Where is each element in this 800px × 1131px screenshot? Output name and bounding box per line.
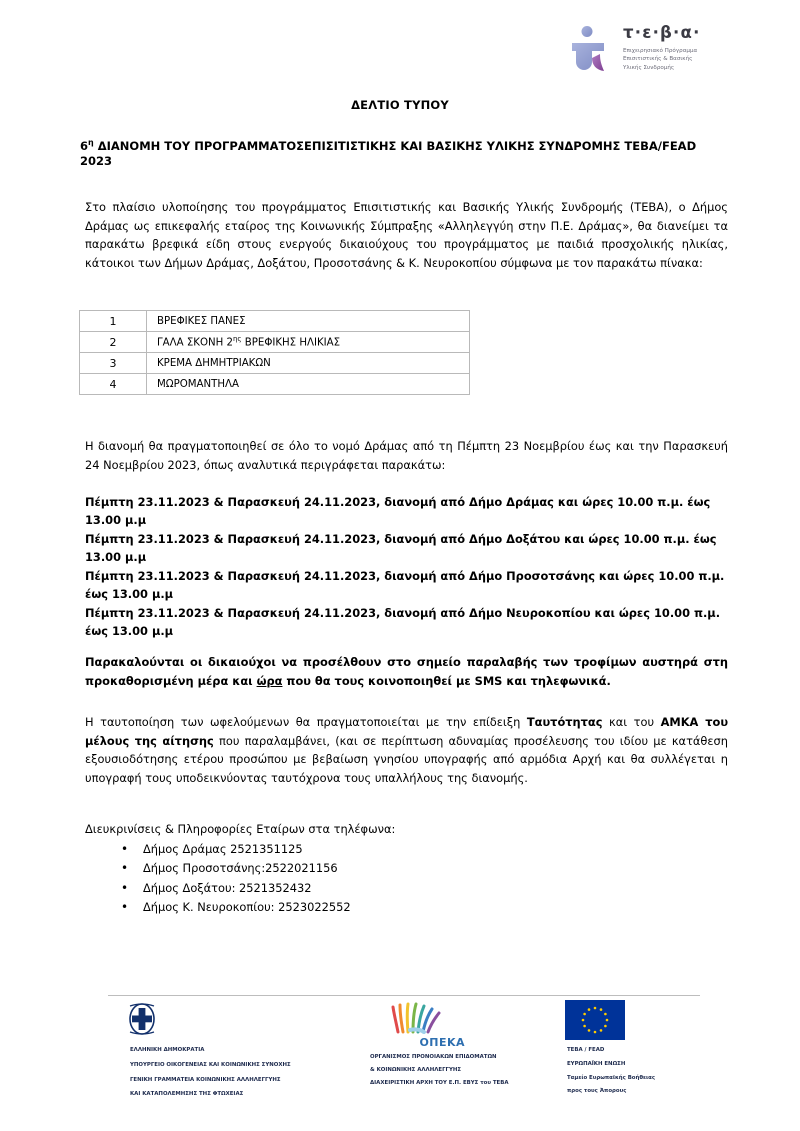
identification-bold-amka: ΑΜΚΑ του μέλους της αίτησης xyxy=(85,715,729,748)
subtitle-ordinal-suffix: η xyxy=(88,138,94,147)
greek-republic-line-2: ΥΠΟΥΡΓΕΙΟ ΟΙΚΟΓΕΝΕΙΑΣ ΚΑΙ ΚΟΙΝΩΝΙΚΗΣ ΣΥΝΟΧΗΣ xyxy=(130,1061,291,1068)
schedule-line-doxato: Πέμπτη 23.11.2023 & Παρασκευή 24.11.2023, διανομή από Δήμο Δοξάτου και ώρες 10.00 π.μ. έως 13.00 μ.μ xyxy=(85,531,717,565)
identification-section xyxy=(85,713,728,787)
request-notice-paragraph xyxy=(85,653,728,691)
greek-republic-emblem-icon xyxy=(125,1000,159,1040)
footer-opeka-block xyxy=(370,1000,509,1087)
items-table-body xyxy=(80,311,470,395)
schedule-section xyxy=(85,493,733,641)
intro-section xyxy=(85,198,728,272)
row-number: 1 xyxy=(80,311,147,332)
greek-republic-line-3: ΓΕΝΙΚΗ ΓΡΑΜΜΑΤΕΙΑ ΚΟΙΝΩΝΙΚΗΣ ΑΛΛΗΛΕΓΓΥΗΣ xyxy=(130,1076,281,1083)
list-item: • Δήμος Κ. Νευροκοπίου: 2523022552 xyxy=(121,898,585,917)
table-row xyxy=(80,353,470,374)
list-item: • Δήμος Δοξάτου: 2521352432 xyxy=(121,879,585,898)
row-label xyxy=(147,374,470,395)
eu-line-3: Ταμείο Ευρωπαϊκής Βοήθειας xyxy=(567,1074,656,1081)
row-number: 3 xyxy=(80,353,147,374)
request-notice-part2: που θα τους κοινοποιηθεί με SMS και τηλεφωνικά. xyxy=(282,673,611,688)
schedule-line-prosotsani: Πέμπτη 23.11.2023 & Παρασκευή 24.11.2023, διανομή από Δήμο Προσοτσάνης και ώρες 10.00 π.μ. έως 13.00 μ.μ xyxy=(85,568,725,602)
row-label-text-post: ΒΡΕΦΙΚΗΣ ΗΛΙΚΙΑΣ xyxy=(241,337,341,349)
list-item: • Δήμος Δράμας 2521351125 xyxy=(121,840,585,859)
greek-republic-line-1: ΕΛΛΗΝΙΚΗ ΔΗΜΟΚΡΑΤΙΑ xyxy=(130,1047,205,1053)
identification-paragraph xyxy=(85,713,728,787)
eu-line-2: ΕΥΡΩΠΑΪΚΗ ΕΝΩΣΗ xyxy=(567,1060,626,1067)
identification-part1: Η ταυτοποίηση των ωφελούμενων θα πραγματοποιείται με την επίδειξη xyxy=(85,715,527,729)
identification-part2: και του xyxy=(602,715,661,729)
table-row xyxy=(80,374,470,395)
opeka-hand-tree-icon xyxy=(388,1000,509,1038)
teba-subtitle-line-3: Υλικής Συνδρομής xyxy=(623,64,675,71)
schedule-line-nevrokopi: Πέμπτη 23.11.2023 & Παρασκευή 24.11.2023, διανομή από Δήμο Νευροκοπίου και ώρες 10.00 π.μ. έως 13.00 μ.μ xyxy=(85,605,721,639)
eu-line-1: ΤΕΒΑ / FEAD xyxy=(567,1047,605,1053)
request-notice-underlined: ώρα xyxy=(256,673,283,688)
row-label-text: ΜΩΡΟΜΑΝΤΗΛΑ xyxy=(157,378,239,390)
row-label-text: ΒΡΕΦΙΚΕΣ ΠΑΝΕΣ xyxy=(157,315,246,327)
items-table xyxy=(79,310,470,395)
row-label xyxy=(147,332,470,353)
subtitle-rest: ΔΙΑΝΟΜΗ ΤΟΥ ΠΡΟΓΡΑΜΜΑΤΟΣΕΠΙΣΙΤΙΣΤΙΚΗΣ ΚΑΙ ΒΑΣΙΚΗΣ ΥΛΙΚΗΣ ΣΥΝΔΡΟΜΗΣ ΤΕΒΑ/FEAD 2023 xyxy=(80,138,697,168)
footer-greek-republic-block xyxy=(125,1000,291,1099)
opeka-wordmark: ΟΠΕΚΑ xyxy=(419,1036,466,1049)
european-union-flag-icon xyxy=(565,1000,625,1040)
footer-eu-block xyxy=(565,1000,655,1096)
teba-wordmark: τ·ε·β·α· xyxy=(623,23,701,42)
row-label-text: ΓΑΛΑ ΣΚΟΝΗ 2 xyxy=(157,337,233,349)
row-number: 2 xyxy=(80,332,147,353)
subtitle-number: 6 xyxy=(80,138,89,153)
request-notice-part1: Παρακαλούνται οι δικαιούχοι να προσέλθουν στο σημείο παραλαβής των τροφίμων αυστηρά στη προκαθορισμένη μέρα και xyxy=(85,655,728,688)
teba-subtitle-line-2: Επισιτιστικής & Βασικής xyxy=(623,56,693,63)
identification-bold-identity: Ταυτότητας xyxy=(526,715,603,729)
teba-mark-icon xyxy=(565,24,613,80)
request-notice-section xyxy=(85,653,728,691)
table-row xyxy=(80,332,470,353)
opeka-line-3: ΔΙΑΧΕΙΡΙΣΤΙΚΗ ΑΡΧΗ ΤΟΥ Ε.Π. ΕΒΥΣ του ΤΕΒΑ xyxy=(370,1079,509,1086)
schedule-line-drama: Πέμπτη 23.11.2023 & Παρασκευή 24.11.2023, διανομή από Δήμο Δράμας και ώρες 10.00 π.μ. έως 13.00 μ.μ xyxy=(85,495,711,528)
teba-header-logo xyxy=(565,22,745,84)
row-label-sup: ης xyxy=(232,335,242,344)
eu-line-4: προς τους Άπορους xyxy=(567,1088,627,1095)
contacts-lead: Διευκρινίσεις & Πληροφορίες Εταίρων στα τηλέφωνα: xyxy=(85,822,396,836)
page-title: ΔΕΛΤΙΟ ΤΥΠΟΥ xyxy=(351,98,449,112)
contacts-list xyxy=(85,840,585,917)
distribution-paragraph: Η διανομή θα πραγματοποιηθεί σε όλο το νομό Δράμας από τη Πέμπτη 23 Νοεμβρίου έως και την Παρασκευή 24 Νοεμβρίου 2023, όπως αναλυτικά περιγράφεται παρακάτω: xyxy=(85,439,728,472)
opeka-line-2: & ΚΟΙΝΩΝΙΚΗΣ ΑΛΛΗΛΕΓΓΥΗΣ xyxy=(370,1066,462,1073)
intro-paragraph: Στο πλαίσιο υλοποίησης του προγράμματος Επισιτιστικής και Βασικής Υλικής Συνδρομής (ΤΕΒΑ), ο Δήμος Δράμας ως επικεφαλής εταίρος της Κοινωνικής Σύμπραξης «Αλληλεγγύη στην Π.Ε. Δράμας», θα διανείμει τα παρακάτω βρεφικά είδη στους ενεργούς δικαιούχους του προγράμματος με παιδιά προσχολικής ηλικίας, κάτοικοι των Δήμων Δράμας, Δοξάτου, Προσοτσάνης & Κ. Νευροκοπίου σύμφωνα με τον παρακάτω πίνακα: xyxy=(85,200,728,270)
contacts-section xyxy=(85,820,585,917)
table-row xyxy=(80,311,470,332)
greek-republic-line-4: ΚΑΙ ΚΑΤΑΠΟΛΕΜΗΣΗΣ ΤΗΣ ΦΤΩΧΕΙΑΣ xyxy=(130,1091,244,1098)
distribution-section xyxy=(85,437,728,474)
document-subtitle xyxy=(80,138,725,169)
list-item: • Δήμος Προσοτσάνης:2522021156 xyxy=(121,859,585,878)
footer xyxy=(0,1000,800,1100)
row-number: 4 xyxy=(80,374,147,395)
row-label xyxy=(147,311,470,332)
footer-divider xyxy=(108,995,700,996)
opeka-line-1: ΟΡΓΑΝΙΣΜΟΣ ΠΡΟΝΟΙΑΚΩΝ ΕΠΙΔΟΜΑΤΩΝ xyxy=(370,1054,497,1060)
row-label-text: ΚΡΕΜΑ ΔΗΜΗΤΡΙΑΚΩΝ xyxy=(157,357,271,369)
teba-subtitle-line-1: Επιχειρησιακό Πρόγραμμα xyxy=(623,47,698,54)
row-label xyxy=(147,353,470,374)
identification-part3: που παραλαμβάνει, (και σε περίπτωση αδυναμίας προσέλευσης του ιδίου με κατάθεση εξουσιοδότησης ετέρου προσώπου με βεβαίωση γνησίου υπογραφής από αρμόδια Αρχή και θα συλλέγεται η υπογραφή τους υποδεικνύοντας ταυτόχρονα τους υπαλλήλους της διανομής. xyxy=(85,733,728,785)
teba-logo-text xyxy=(623,22,701,72)
